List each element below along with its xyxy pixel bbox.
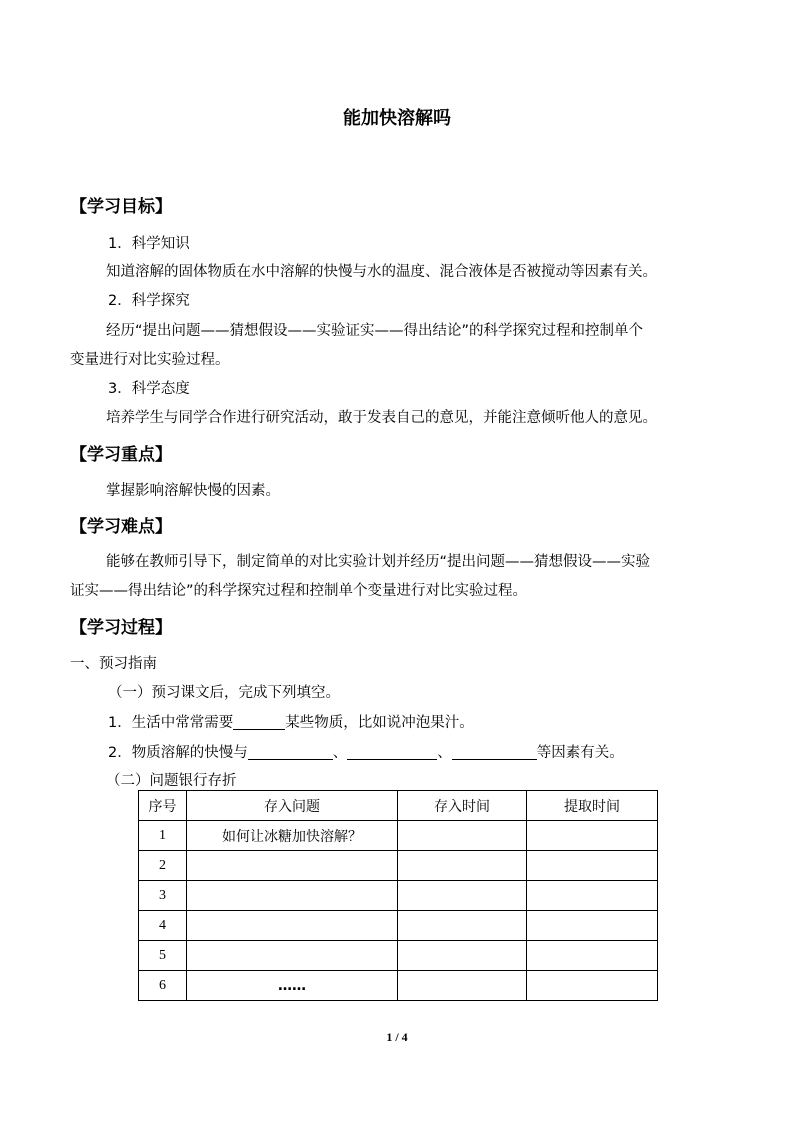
table-row xyxy=(139,881,658,911)
table-row xyxy=(139,971,658,1001)
row-withdraw-time[interactable] xyxy=(527,971,658,1001)
objective-2-text-line1: 经历“提出问题——猜想假设——实验证实——得出结论”的科学探究过程和控制单个 xyxy=(106,323,644,339)
objectives-heading: 【学习目标】 xyxy=(70,197,172,217)
objective-1-text: 知道溶解的固体物质在水中溶解的快慢与水的温度、混合液体是否被搅动等因素有关。 xyxy=(106,264,657,280)
question-2-before: 2．物质溶解的快慢与 xyxy=(108,745,248,761)
question-1-blank[interactable] xyxy=(233,713,285,730)
objective-1-title: 1．科学知识 xyxy=(108,236,190,252)
objective-3-title: 3．科学态度 xyxy=(108,381,190,397)
difficulties-text-line1: 能够在教师引导下，制定简单的对比实验计划并经历“提出问题——猜想假设——实验 xyxy=(106,554,651,570)
row-withdraw-time[interactable] xyxy=(527,881,658,911)
row-deposit-time[interactable] xyxy=(398,971,527,1001)
question-2-sep-1: 、 xyxy=(332,745,348,761)
question-1-before: 1．生活中常常需要 xyxy=(108,715,234,731)
header-question: 存入问题 xyxy=(187,791,398,821)
process-heading: 【学习过程】 xyxy=(70,618,172,638)
table-header-row xyxy=(139,791,658,821)
page-number: 1 / 4 xyxy=(386,1030,408,1044)
table-row xyxy=(139,851,658,881)
question-2-blank-1[interactable] xyxy=(248,743,333,760)
header-deposit-time: 存入时间 xyxy=(398,791,527,821)
row-question[interactable] xyxy=(187,851,398,881)
row-withdraw-time[interactable] xyxy=(527,941,658,971)
key-points-text: 掌握影响溶解快慢的因素。 xyxy=(106,483,280,499)
question-2-blank-3[interactable] xyxy=(452,743,537,760)
row-number: 6 xyxy=(139,971,187,1001)
table-row xyxy=(139,821,658,851)
row-question[interactable]: 如何让冰糖加快溶解？ xyxy=(187,821,398,851)
preview-guide-title: 一、预习指南 xyxy=(70,656,157,672)
row-deposit-time[interactable] xyxy=(398,881,527,911)
preview-sub2: （二）问题银行存折 xyxy=(106,773,237,789)
row-withdraw-time[interactable] xyxy=(527,821,658,851)
preview-sub1: （一）预习课文后，完成下列填空。 xyxy=(108,685,340,701)
objective-2-title: 2．科学探究 xyxy=(108,293,190,309)
objective-3-text: 培养学生与同学合作进行研究活动，敢于发表自己的意见，并能注意倾听他人的意见。 xyxy=(106,410,657,426)
header-withdraw-time: 提取时间 xyxy=(527,791,658,821)
row-number: 3 xyxy=(139,881,187,911)
difficulties-heading: 【学习难点】 xyxy=(70,517,172,537)
key-points-heading: 【学习重点】 xyxy=(70,445,172,465)
row-number: 1 xyxy=(139,821,187,851)
row-number: 4 xyxy=(139,911,187,941)
table-row xyxy=(139,911,658,941)
difficulties-text-line2: 证实——得出结论”的科学探究过程和控制单个变量进行对比实验过程。 xyxy=(70,583,528,599)
question-1-after: 某些物质，比如说冲泡果汁。 xyxy=(285,715,474,731)
row-deposit-time[interactable] xyxy=(398,941,527,971)
objective-2-text-line2: 变量进行对比实验过程。 xyxy=(70,352,230,368)
question-2-after: 等因素有关。 xyxy=(536,745,624,761)
row-question[interactable]: …… xyxy=(187,971,398,1001)
question-1 xyxy=(108,713,474,733)
header-number: 序号 xyxy=(139,791,187,821)
row-question[interactable] xyxy=(187,941,398,971)
row-deposit-time[interactable] xyxy=(398,821,527,851)
question-bank-table xyxy=(138,790,658,1001)
row-question[interactable] xyxy=(187,881,398,911)
row-question[interactable] xyxy=(187,911,398,941)
question-2-sep-2: 、 xyxy=(437,745,452,761)
row-number: 5 xyxy=(139,941,187,971)
table-row xyxy=(139,941,658,971)
row-deposit-time[interactable] xyxy=(398,911,527,941)
document-title: 能加快溶解吗 xyxy=(343,108,451,129)
row-number: 2 xyxy=(139,851,187,881)
question-2-blank-2[interactable] xyxy=(347,743,437,760)
row-withdraw-time[interactable] xyxy=(527,851,658,881)
question-2 xyxy=(108,743,624,763)
row-deposit-time[interactable] xyxy=(398,851,527,881)
row-withdraw-time[interactable] xyxy=(527,911,658,941)
